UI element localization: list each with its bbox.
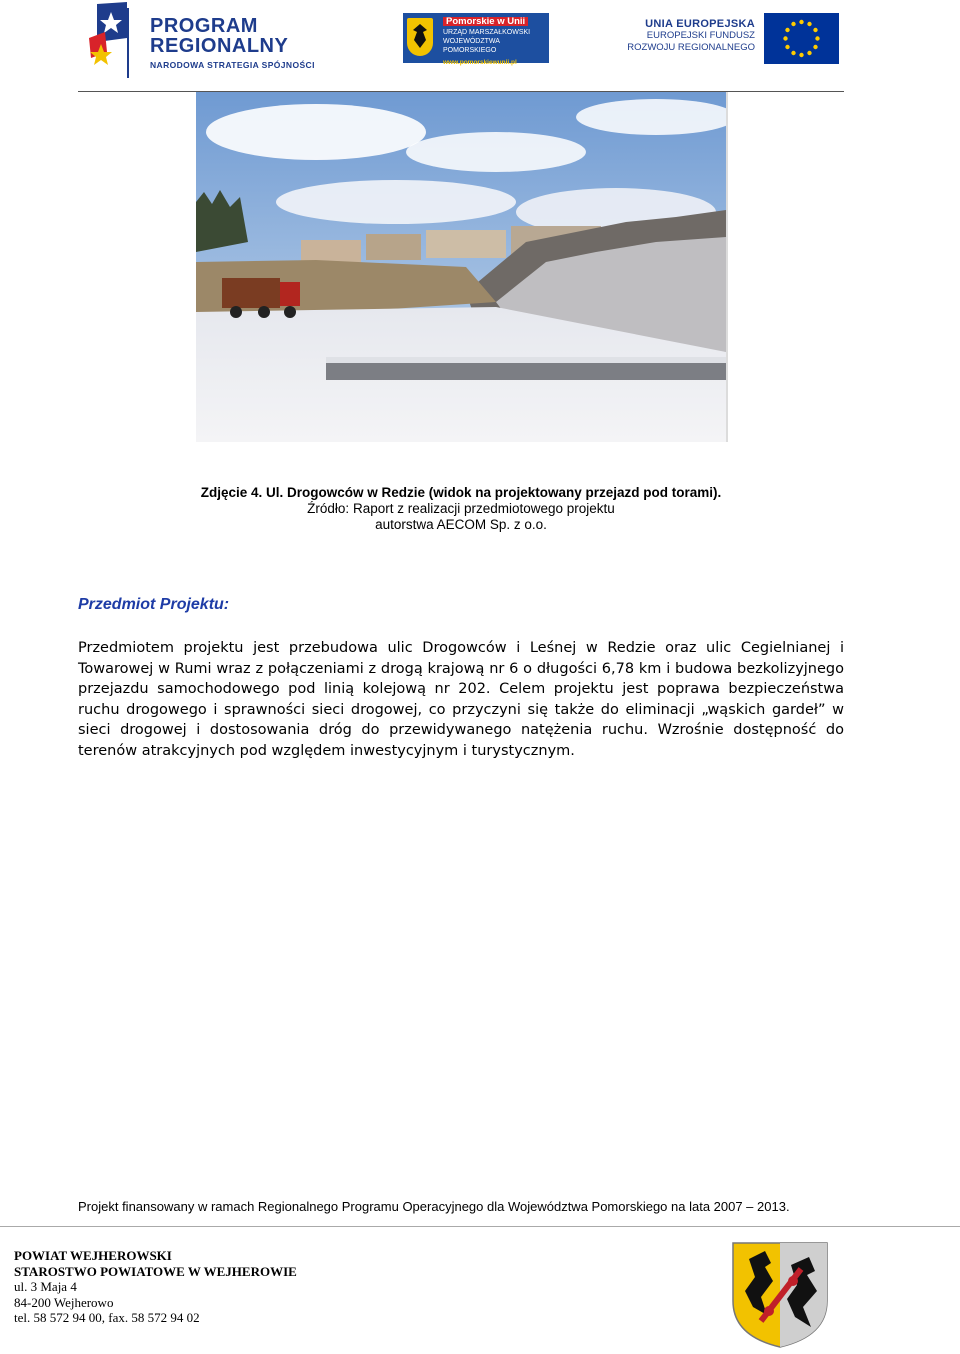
address-street: ul. 3 Maja 4: [14, 1279, 77, 1294]
pomorskie-url: www.pomorskiewunii.pl: [443, 59, 517, 66]
logo-line-program: PROGRAM: [150, 15, 258, 37]
footer-divider: [0, 1226, 960, 1227]
pomorskie-line1: URZĄD MARSZAŁKOWSKI: [443, 29, 531, 36]
org-county: POWIAT WEJHEROWSKI: [14, 1248, 172, 1263]
section-title: Przedmiot Projektu:: [78, 596, 230, 613]
program-regionalny-text: [150, 16, 315, 70]
program-regionalny-logo: [85, 2, 325, 78]
address-block: [14, 1248, 297, 1326]
caption-source: Źródło: Raport z realizacji przedmiotowego projektu: [307, 501, 615, 516]
funding-note: Projekt finansowany w ramach Regionalnego Programu Operacyjnego dla Województwa Pomorskiego na lata 2007 – 2013.: [78, 1199, 790, 1214]
logo-line-strategia: NARODOWA STRATEGIA SPÓJNOŚCI: [150, 60, 315, 70]
pomorskie-text: [443, 17, 549, 67]
org-starostwo: STAROSTWO POWIATOWE W WEJHEROWIE: [14, 1263, 297, 1279]
project-description: Przedmiotem projektu jest przebudowa ulic Drogowców i Leśnej w Redzie oraz ulic Cegielnianej i Towarowej w Rumi wraz z połączeniami z drogą krajową nr 6 o długości 6,78 km i budowa bezkolizyjnego przejazdu samochodowego pod linią kolejową nr 202. Celem projektu jest poprawa bezpieczeństwa ruchu drogowego i sprawności sieci drogowej, co przyczyni się także do eliminacji „wąskich gardeł” w sieci drogowej i dostosowania dróg do przewidywanego natężenia ruchu. Wzrośnie dostępność do terenów atrakcyjnych pod względem inwestycyjnym i turystycznym.: [78, 640, 844, 759]
logo-line-regionalny: REGIONALNY: [150, 35, 289, 57]
pomorskie-line2: WOJEWÓDZTWA POMORSKIEGO: [443, 38, 500, 54]
pomorskie-title: Pomorskie w Unii: [443, 17, 528, 26]
eu-logo-text: [625, 18, 755, 54]
construction-site-photo: [196, 92, 728, 442]
eu-line2: EUROPEJSKI FUNDUSZ: [646, 30, 755, 41]
address-city: 84-200 Wejherowo: [14, 1294, 114, 1310]
photo-caption: [78, 485, 844, 533]
pomorskie-w-unii-logo: [403, 13, 549, 66]
griffin-shield-icon: [407, 18, 433, 56]
header-logos: [0, 0, 960, 92]
county-crest-icon: [731, 1241, 829, 1349]
eu-line3: ROZWOJU REGIONALNEGO: [627, 42, 755, 53]
caption-author: autorstwa AECOM Sp. z o.o.: [375, 517, 547, 532]
caption-title: Zdjęcie 4. Ul. Drogowców w Redzie (widok na projektowany przejazd pod torami).: [200, 485, 722, 500]
address-phone: tel. 58 572 94 00, fax. 58 572 94 02: [14, 1310, 200, 1325]
eu-flag-icon: [764, 13, 839, 64]
star-flag-icon: [85, 2, 145, 78]
eu-line1: UNIA EUROPEJSKA: [645, 18, 755, 30]
